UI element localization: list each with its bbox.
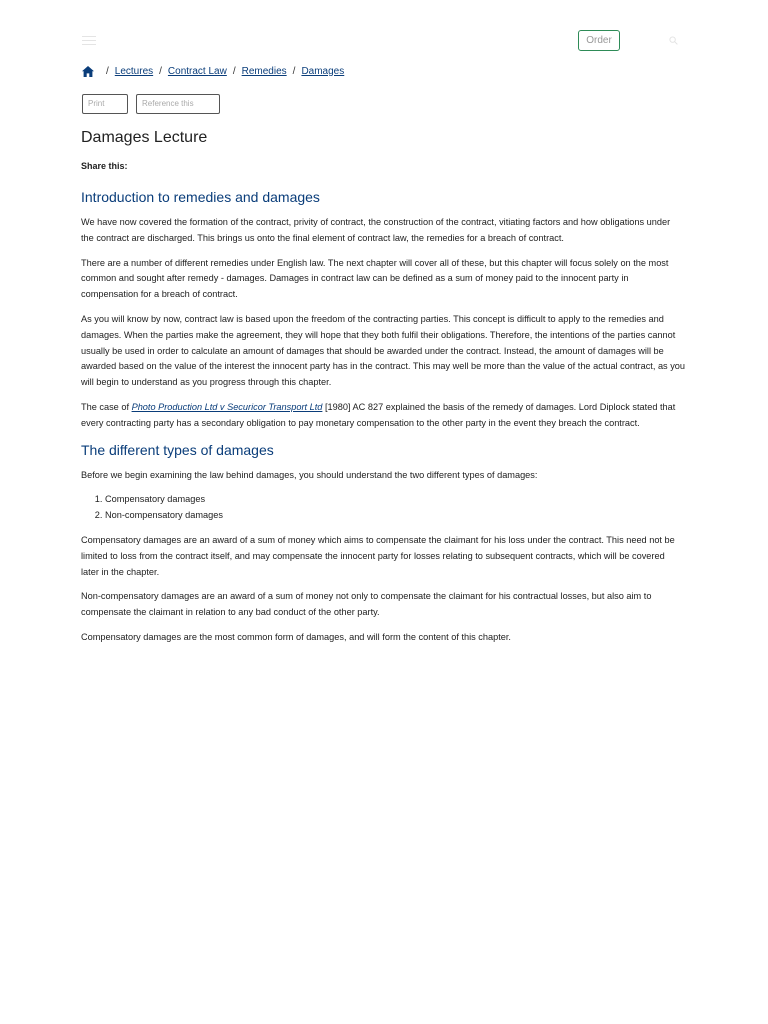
breadcrumb-link-remedies[interactable]: Remedies [241, 65, 287, 77]
article-content [81, 128, 685, 655]
search-icon[interactable] [669, 36, 678, 45]
breadcrumb-link-lectures[interactable]: Lectures [114, 65, 154, 77]
breadcrumb-link-damages[interactable]: Damages [301, 65, 345, 77]
home-icon[interactable] [82, 66, 94, 77]
breadcrumb-separator: / [232, 65, 236, 77]
menu-icon[interactable] [82, 36, 96, 46]
list-item: 1. Compensatory damages [105, 492, 685, 508]
breadcrumb-separator: / [159, 65, 162, 77]
paragraph-4 [81, 400, 685, 432]
damages-types-list [105, 492, 685, 524]
list-item: 2. Non-compensatory damages [105, 508, 685, 524]
print-button[interactable]: Print [82, 94, 128, 114]
paragraph-1: We have now covered the formation of the contract, privity of contract, the construction of the contract, vitiating factors and how obligations under the contract are discharged. This brings us onto the final element of contract law, the remedies for a breach of contract. [81, 217, 671, 243]
section-heading-introduction: Introduction to remedies and damages [81, 189, 320, 205]
section-heading-types: The different types of damages [81, 441, 274, 458]
paragraph-4-prefix: The case of [81, 401, 132, 412]
breadcrumb [82, 64, 344, 78]
paragraph-7: Non-compensatory damages are an award of a sum of money not only to compensate the claimant for his contractual losses, but also aim to compensate the claimant in relation to any bad conduct of the other party. [81, 591, 652, 618]
page-title: Damages Lecture [81, 129, 208, 146]
paragraph-5: Before we begin examining the law behind damages, you should understand the two different types of damages: [81, 469, 538, 480]
paragraph-4-suffix: [1980] AC 827 explained the basis of the remedy of damages. Lord Diplock stated that every contracting party has a secondary obligation to pay monetary compensation to the other party in the event they breach the contract. [81, 401, 676, 428]
paragraph-8: Compensatory damages are the most common form of damages, and will form the content of this chapter. [81, 631, 511, 642]
reference-this-button[interactable]: Reference this [136, 94, 220, 114]
breadcrumb-separator: / [292, 65, 296, 77]
case-link-photo-production[interactable]: Photo Production Ltd v Securicor Transport Ltd [131, 401, 323, 412]
share-label: Share this: [81, 161, 128, 171]
paragraph-6: Compensatory damages are an award of a sum of money which aims to compensate the claimant for his loss under the contract. This need not be limited to loss from the contract itself, and may compensate the innocent party for losses relating to subsequent contracts, which will be covered later in the chapter. [81, 534, 675, 577]
paragraph-3: As you will know by now, contract law is based upon the freedom of the contracting parties. This concept is difficult to apply to the remedies and damages. When the parties make the agreement, they will hope that they both fulfil their obligations. Therefore, the intentions of the parties cannot usually be used in order to calculate an amount of damages that should be awarded under the contract. Instead, the amount of damages will be awarded based on the value of the interest the innocent party has in the contract. This may well be more than the value of the actual contract, as you will begin to understand as you progress through this chapter. [81, 313, 686, 388]
paragraph-2: There are a number of different remedies under English law. The next chapter will cover all of these, but this chapter will focus solely on the most common and sought after remedy - damages. Damages in contract law can be defined as a sum of money paid to the innocent party in compensation for a breach of contract. [81, 257, 669, 300]
order-button[interactable]: Order [578, 30, 620, 51]
breadcrumb-separator: / [106, 65, 109, 77]
breadcrumb-link-contract-law[interactable]: Contract Law [167, 65, 227, 77]
